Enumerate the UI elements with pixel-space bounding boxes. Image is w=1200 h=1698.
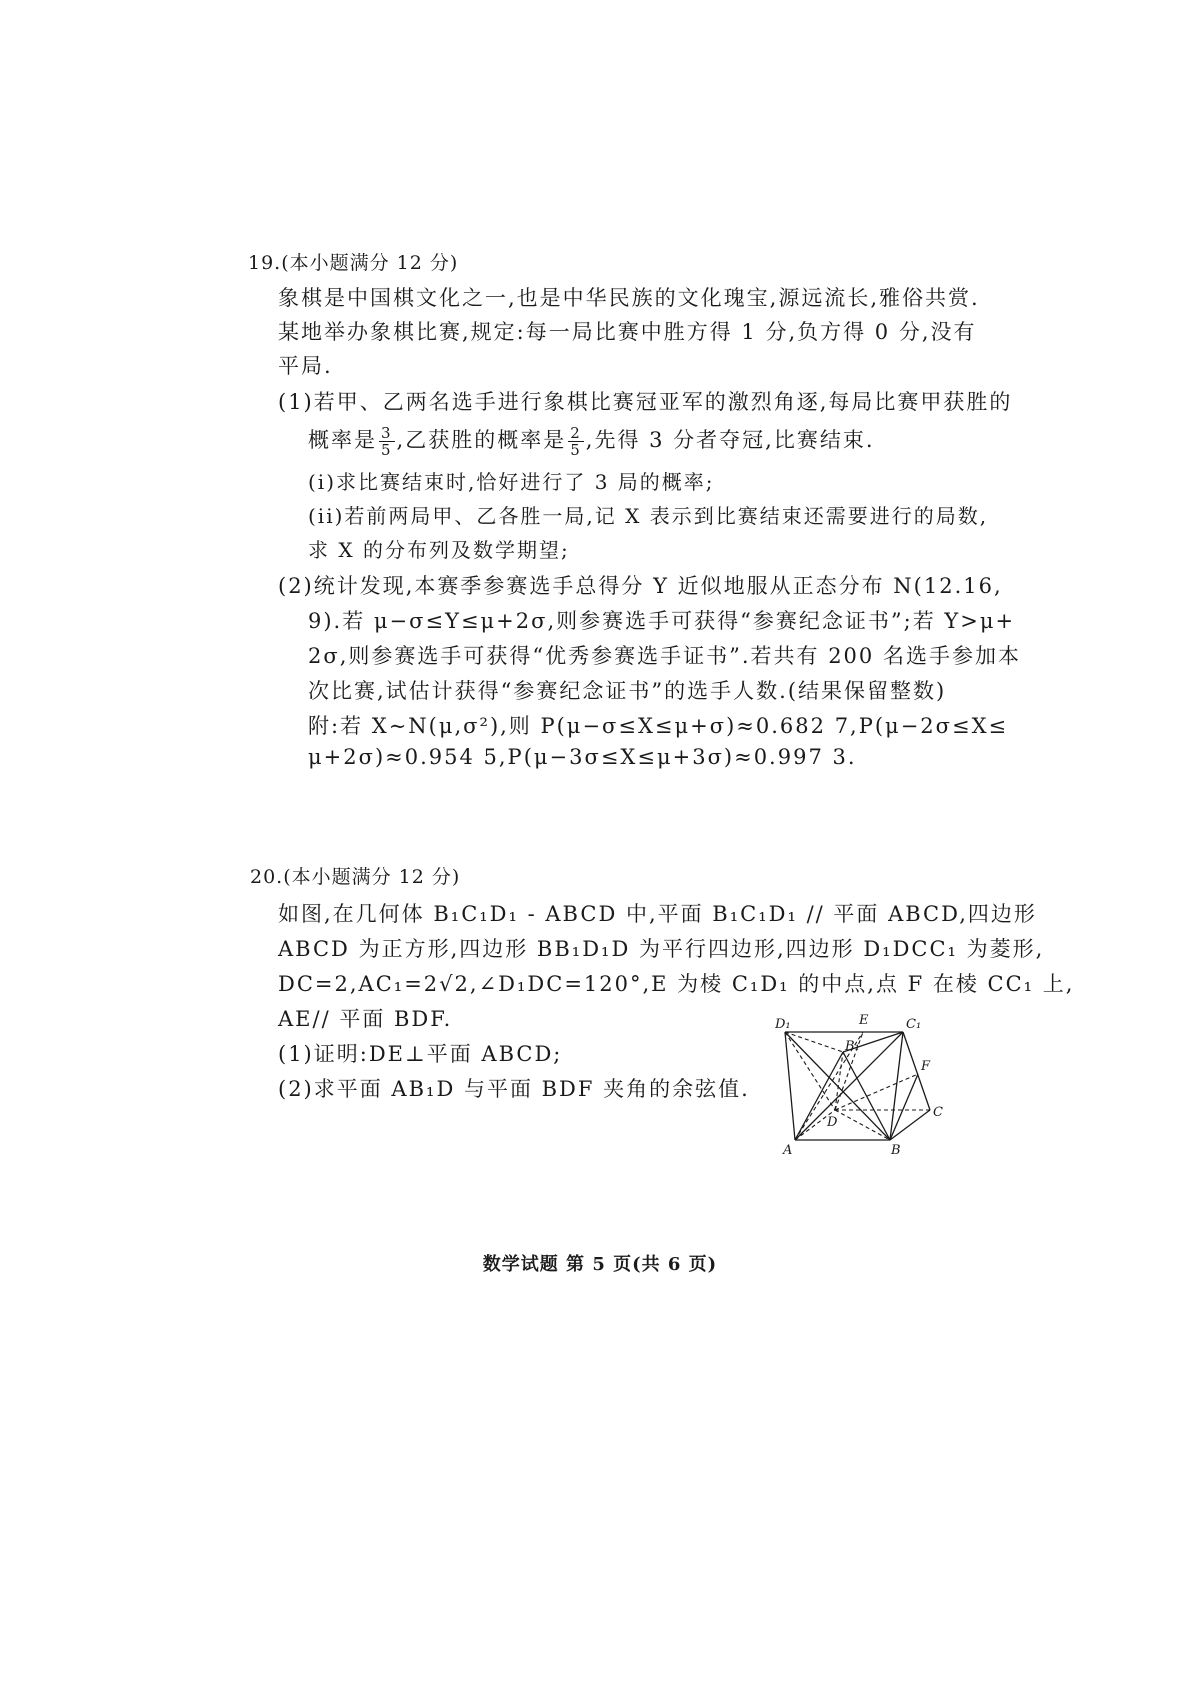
q19-note-line2: μ+2σ)≈0.954 5,P(μ−3σ≤X≤μ+3σ)≈0.997 3. (308, 745, 857, 769)
label-E: E (859, 1013, 869, 1028)
q20-part2: (2)求平面 AB₁D 与平面 BDF 夹角的余弦值. (278, 1077, 750, 1101)
label-B: B (891, 1143, 901, 1158)
q19-intro-line2: 某地举办象棋比赛,规定:每一局比赛中胜方得 1 分,负方得 0 分,没有 (278, 320, 977, 344)
label-A: A (783, 1143, 793, 1158)
edge-D1-A (785, 1032, 795, 1140)
q19-part1-line1: (1)若甲、乙两名选手进行象棋比赛冠亚军的激烈角逐,每局比赛甲获胜的 (278, 390, 1013, 414)
fraction-two-fifths (568, 425, 584, 458)
q19-part1-line2 (308, 424, 875, 458)
edge-D1-B (785, 1032, 890, 1140)
label-C1: C₁ (906, 1017, 922, 1032)
fraction-denominator: 5 (381, 441, 393, 459)
q20-part1: (1)证明:DE⊥平面 ABCD; (278, 1042, 563, 1066)
label-F: F (921, 1059, 931, 1074)
q19-part2-line1: (2)统计发现,本赛季参赛选手总得分 Y 近似地服从正态分布 N(12.16, (278, 574, 1003, 598)
label-B1: B₁ (845, 1039, 860, 1054)
label-C: C (933, 1105, 943, 1120)
q19-part1-text-b: ,乙获胜的概率是 (396, 428, 567, 452)
edge-D1-D (785, 1032, 835, 1110)
q19-part2-line4: 次比赛,试估计获得“参赛纪念证书”的选手人数.(结果保留整数) (308, 679, 947, 703)
edge-D-B1 (835, 1052, 843, 1110)
edge-D1-B1 (785, 1032, 843, 1052)
q19-part1-ii-line1: (ii)若前两局甲、乙各胜一局,记 X 表示到比赛结束还需要进行的局数, (308, 504, 989, 528)
q19-part2-line2: 9).若 μ−σ≤Y≤μ+2σ,则参赛选手可获得“参赛纪念证书”;若 Y>μ+ (308, 609, 1016, 633)
q19-part1-text-a: 概率是 (308, 428, 377, 452)
q19-part1-ii-line2: 求 X 的分布列及数学期望; (308, 538, 570, 562)
q19-header: 19.(本小题满分 12 分) (248, 252, 459, 274)
q19-intro-line1: 象棋是中国棋文化之一,也是中华民族的文化瑰宝,源远流长,雅俗共赏. (278, 286, 980, 310)
q20-line2: ABCD 为正方形,四边形 BB₁D₁D 为平行四边形,四边形 D₁DCC₁ 为菱形, (278, 937, 1045, 961)
q20-line4: AE// 平面 BDF. (278, 1007, 453, 1031)
page-footer: 数学试题 第 5 页(共 6 页) (482, 1254, 718, 1275)
q19-part2-line3: 2σ,则参赛选手可获得“优秀参赛选手证书”.若共有 200 名选手参加本 (308, 644, 1021, 668)
q20-line1: 如图,在几何体 B₁C₁D₁ - ABCD 中,平面 B₁C₁D₁ // 平面 ABCD,四边形 (278, 902, 1037, 926)
geometry-figure (775, 1010, 950, 1160)
q19-part1-text-c: ,先得 3 分者夺冠,比赛结束. (585, 428, 875, 452)
q20-line3: DC=2,AC₁=2√2,∠D₁DC=120°,E 为棱 C₁D₁ 的中点,点 F 在棱 CC₁ 上, (278, 972, 1075, 996)
label-D1: D₁ (775, 1017, 791, 1032)
fraction-numerator: 3 (381, 424, 393, 442)
label-D: D (827, 1115, 838, 1130)
q19-note-line1: 附:若 X∼N(μ,σ²),则 P(μ−σ≤X≤μ+σ)≈0.682 7,P(μ−2σ≤X≤ (308, 714, 1009, 738)
q20-header: 20.(本小题满分 12 分) (250, 866, 461, 888)
fraction-numerator: 2 (570, 424, 582, 442)
fraction-three-fifths (379, 425, 395, 458)
fraction-denominator: 5 (570, 441, 582, 459)
q19-part1-i: (i)求比赛结束时,恰好进行了 3 局的概率; (308, 470, 715, 494)
q19-intro-line3: 平局. (278, 354, 333, 378)
